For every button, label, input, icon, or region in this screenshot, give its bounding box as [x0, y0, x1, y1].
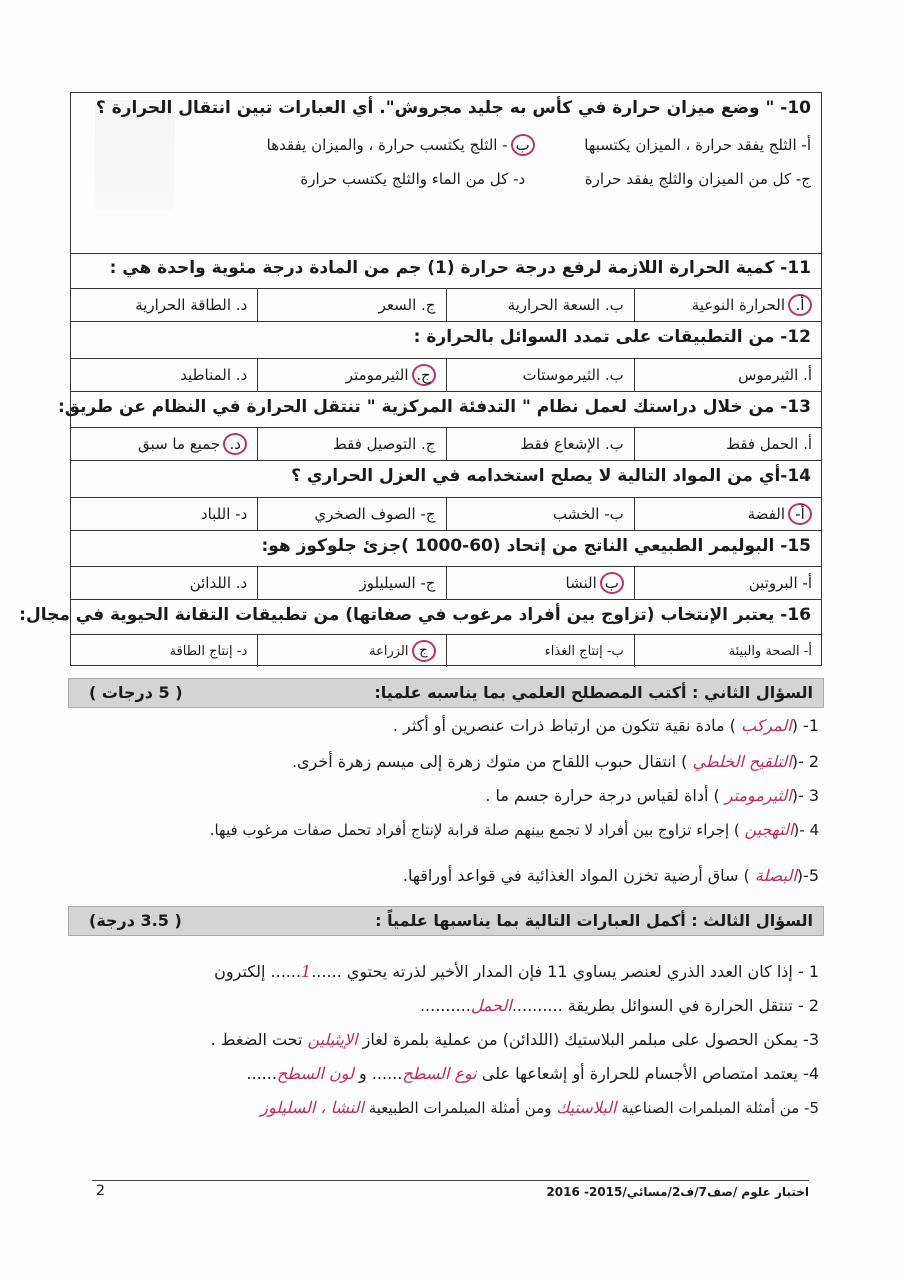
- q14-answer-circle: أ-: [788, 503, 812, 525]
- q13-option-b: ب. الإشعاع فقط: [446, 428, 634, 460]
- q13-option-d: د. جميع ما سبق: [70, 428, 257, 460]
- s2-answer-3: الثيرمومتر: [724, 786, 792, 805]
- s3-answer-4a: نوع السطح: [402, 1064, 477, 1083]
- s2-item-5: 5-(البصلة ) ساق أرضية تخزن المواد الغذائية في قواعد أوراقها.: [402, 866, 819, 885]
- q13-option-a: أ. الحمل فقط: [634, 428, 822, 460]
- q10-option-a: أ- الثلج يفقد حرارة ، الميزان يكتسبها: [584, 136, 811, 154]
- s3-item-3: 3- يمكن الحصول على مبلمر البلاستيك (اللدائن) من عملية بلمرة لغاز الإيثيلين تحت الضغط .: [210, 1030, 819, 1049]
- s2-item-3: 3 -(الثيرمومتر ) أداة لقياس درجة حرارة جسم ما .: [485, 786, 819, 805]
- page-number: 2: [96, 1183, 105, 1199]
- q15-option-b: ب النشا: [446, 567, 634, 599]
- s2-answer-4: التهجين: [744, 820, 794, 839]
- q12-title: 12- من التطبيقات على تمدد السوائل بالحرارة :: [413, 327, 811, 347]
- divider: [70, 391, 822, 392]
- s2-item-2: 2 -(التلقيح الخلطي ) انتقال حبوب اللقاح من متوك زهرة إلى ميسم زهرة أخرى.: [291, 752, 819, 771]
- s3-answer-5b: النشا ، السليلوز: [260, 1098, 364, 1117]
- q16-option-d: د- إنتاج الطاقة: [169, 643, 248, 659]
- q14-option-c: ج- الصوف الصخري: [257, 498, 445, 530]
- q12-option-c: ج. الثيرمومتر: [257, 359, 445, 391]
- q16-option-c: ج الزراعة: [257, 635, 445, 667]
- s2-answer-1: المركب: [740, 716, 792, 735]
- footer-text: اختبار علوم /صف7/ف2/مسائي/2015- 2016: [546, 1185, 809, 1199]
- divider: [70, 253, 822, 254]
- q12-option-a: أ. الثيرموس: [634, 359, 822, 391]
- s2-answer-2: التلقيح الخلطي: [692, 752, 792, 771]
- s3-item-5: 5- من أمثلة المبلمرات الصناعية البلاستيك ومن أمثلة المبلمرات الطبيعية النشا ، السليلوز: [260, 1098, 819, 1117]
- q16-answer-circle: ج: [412, 640, 436, 662]
- q11-option-c: ج. السعر: [257, 289, 445, 321]
- s3-item-2: 2 - تنتقل الحرارة في السوائل بطريقة ..........الحمل..........: [419, 996, 819, 1015]
- section3-marks: ( 3.5 درجة): [89, 911, 182, 930]
- q13-options: [70, 427, 822, 460]
- q16-title: 16- يعتبر الإنتخاب (تزاوج بين أفراد مرغوب في صفاتها) من تطبيقات التقانة الحيوية في مجال:: [19, 605, 811, 625]
- q15-answer-circle: ب: [600, 572, 624, 594]
- q11-option-d: د. الطاقة الحرارية: [135, 296, 248, 314]
- s3-answer-5a: البلاستيك: [556, 1098, 617, 1117]
- s3-item-1: 1 - إذا كان العدد الذري لعنصر يساوي 11 فإن المدار الأخير لذرته يحتوي ......1...... إلكترون: [214, 962, 819, 981]
- s2-item-1: 1- (المركب ) مادة نقية تتكون من ارتباط ذرات عنصرين أو أكثر .: [392, 716, 819, 735]
- q16-options: [70, 634, 822, 667]
- q15-option-c: ج- السيليلوز: [257, 567, 445, 599]
- q10-answer-circle: ب: [511, 134, 535, 156]
- q11-option-b: ب. السعة الحرارية: [446, 289, 634, 321]
- q15-option-d: د. اللدائن: [189, 574, 248, 592]
- q10-option-d: د- كل من الماء والثلج يكتسب حرارة: [300, 170, 526, 188]
- q16-option-a: أ- الصحة والبيئة: [634, 635, 822, 667]
- q12-option-d: د. المناطيد: [180, 366, 248, 384]
- section2-header: [68, 678, 824, 708]
- divider: [70, 460, 822, 461]
- q14-option-a: أ- الفضة: [634, 498, 822, 530]
- s3-answer-4b: لون السطح: [276, 1064, 354, 1083]
- q14-option-b: ب- الخشب: [446, 498, 634, 530]
- q14-title: 14-أي من المواد التالية لا يصلح استخدامه في العزل الحراري ؟: [291, 466, 811, 486]
- q14-options: [70, 497, 822, 530]
- q11-options: [70, 288, 822, 321]
- q14-option-d: د- اللباد: [200, 505, 248, 523]
- q10-option-c: ج- كل من الميزان والثلج يفقد حرارة: [584, 170, 811, 188]
- q15-title: 15- البوليمر الطبيعي الناتج من إتحاد (60-1000 )جزئ جلوكوز هو:: [261, 536, 811, 556]
- q11-title: 11- كمية الحرارة اللازمة لرفع درجة حرارة (1) جم من المادة درجة مئوية واحدة هي :: [109, 258, 811, 278]
- q10-option-b: - الثلج يكتسب حرارة ، والميزان يفقدها: [266, 136, 508, 154]
- section2-title: السؤال الثاني : أكتب المصطلح العلمي بما يناسبه علميا:: [374, 683, 813, 702]
- q13-option-c: ج. التوصيل فقط: [257, 428, 445, 460]
- q13-answer-circle: د.: [223, 433, 247, 455]
- q11-option-a: أ. الحرارة النوعية: [634, 289, 822, 321]
- divider: [70, 530, 822, 531]
- s3-answer-2: الحمل: [470, 996, 512, 1015]
- divider: [70, 321, 822, 322]
- q10-options-row2: [300, 170, 811, 188]
- s2-answer-5: البصلة: [754, 866, 797, 885]
- q11-answer-circle: أ.: [788, 294, 812, 316]
- q13-title: 13- من خلال دراستك لعمل نظام " التدفئة المركزية " تنتقل الحرارة في النظام عن طريق:: [57, 397, 811, 417]
- section3-title: السؤال الثالث : أكمل العبارات التالية بما يناسبها علمياً :: [375, 911, 813, 930]
- q10-options-row1: [267, 134, 811, 156]
- q15-option-a: أ- البروتين: [634, 567, 822, 599]
- section3-header: [68, 906, 824, 936]
- divider: [70, 599, 822, 600]
- q10-title: 10- " وضع ميزان حرارة في كأس به جليد مجروش". أي العبارات تبين انتقال الحرارة ؟: [95, 98, 811, 118]
- section2-marks: ( 5 درجات ): [89, 683, 183, 702]
- q12-answer-circle: ج.: [412, 364, 436, 386]
- s3-answer-1: 1: [301, 962, 312, 981]
- s3-item-4: 4- يعتمد امتصاص الأجسام للحرارة أو إشعاعها على نوع السطح...... و لون السطح......: [246, 1064, 819, 1083]
- q16-option-b: ب- إنتاج الغذاء: [446, 635, 634, 667]
- s3-answer-3: الإيثيلين: [307, 1030, 358, 1049]
- page-footer: [92, 1180, 809, 1207]
- q12-options: [70, 358, 822, 391]
- q12-option-b: ب. الثيرموستات: [446, 359, 634, 391]
- q15-options: [70, 566, 822, 599]
- s2-item-4: 4 -(التهجين ) إجراء تزاوج بين أفراد لا تجمع بينهم صلة قرابة لإنتاج أفراد تحمل صفات مرغوب فيها.: [209, 820, 819, 839]
